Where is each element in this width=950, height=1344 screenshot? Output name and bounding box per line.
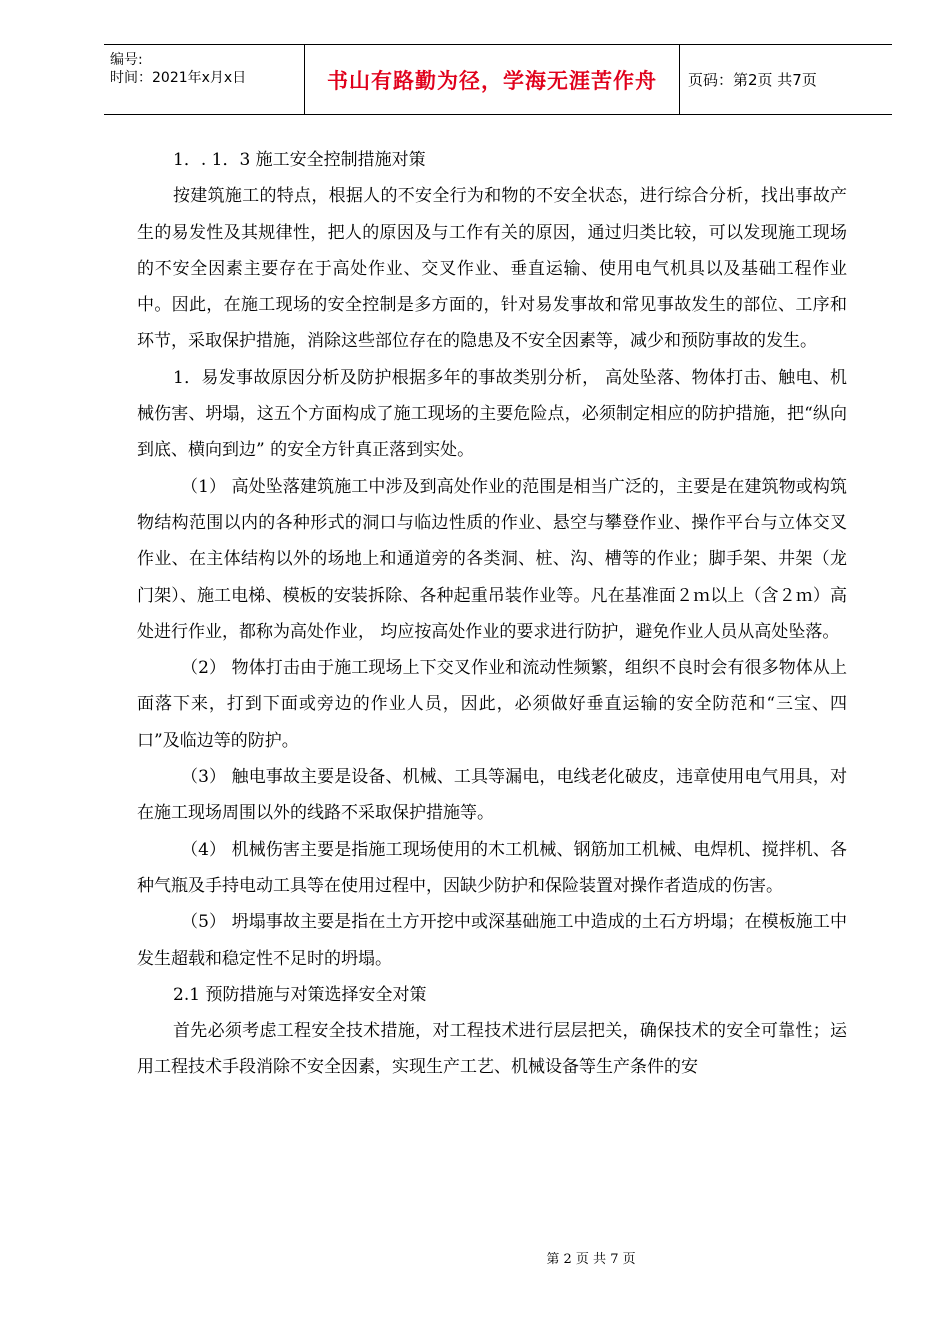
header-motto-cell (304, 45, 680, 114)
header-motto: 书山有路勤为径，学海无涯苦作舟 (327, 68, 657, 93)
list-item-electric-shock: （3） 触电事故主要是设备、机械、工具等漏电，电线老化破皮，违章使用电气用具，对在施工现场周围以外的线路不采取保护措施等。 (137, 767, 847, 824)
header-page-label: 页码：第2页 共7页 (688, 71, 817, 89)
paragraph-intro: 按建筑施工的特点，根据人的不安全行为和物的不安全状态，进行综合分析，找出事故产生的易发性及其规律性，把人的原因及与工作有关的原因，通过归类比较，可以发现施工现场的不安全因素主要存在于高处作业、交叉作业、垂直运输、使用电气机具以及基础工程作业中。因此，在施工现场的安全控制是多方面的，针对易发事故和常见事故发生的部位、工序和环节，采取保护措施，消除这些部位存在的隐患及不安全因素等，减少和预防事故的发生。 (137, 186, 847, 352)
header-meta (104, 45, 304, 114)
header-page-cell (680, 45, 892, 114)
page-header (104, 44, 892, 115)
section-title: 1．. 1．3 施工安全控制措施对策 (173, 150, 426, 170)
page-footer (0, 1248, 950, 1267)
list-item-collapse: （5） 坍塌事故主要是指在土方开挖中或深基础施工中造成的土石方坍塌；在模板施工中发生超载和稳定性不足时的坍塌。 (137, 912, 847, 969)
document-body (137, 142, 847, 1086)
list-item-object-strike: （2） 物体打击由于施工现场上下交叉作业和流动性频繁，组织不良时会有很多物体从上面落下来，打到下面或旁边的作业人员，因此，必须做好垂直运输的安全防范和“三宝、四口”及临边等的防护。 (137, 658, 847, 751)
document-time-label: 时间：2021年x月x日 (110, 70, 247, 86)
subheading: 2.1 预防措施与对策选择安全对策 (173, 984, 427, 1005)
list-item-machine-injury: （4） 机械伤害主要是指施工现场使用的木工机械、钢筋加工机械、电焊机、搅拌机、各种气瓶及手持电动工具等在使用过程中，因缺少防护和保险装置对操作者造成的伤害。 (137, 839, 847, 896)
list-item-fall: （1） 高处坠落建筑施工中涉及到高处作业的范围是相当广泛的，主要是在建筑物或构筑物结构范围以内的各种形式的洞口与临边性质的作业、悬空与攀登作业、操作平台与立体交叉作业、在主体结构以外的场地上和通道旁的各类洞、桩、沟、槽等的作业；脚手架、井架（龙门架）、施工电梯、模板的安装拆除、各种起重吊装作业等。凡在基准面２ｍ以上（含２ｍ）高处进行作业，都称为高处作业， 均应按高处作业的要求进行防护，避免作业人员从高处坠落。 (137, 476, 847, 642)
paragraph-accident-analysis: 1．易发事故原因分析及防护根据多年的事故类别分析， 高处坠落、物体打击、触电、机械伤害、坍塌，这五个方面构成了施工现场的主要危险点，必须制定相应的防护措施，把“纵向到底、横向到边” 的安全方针真正落到实处。 (137, 367, 847, 461)
document-number-label: 编号: (110, 52, 143, 68)
paragraph-measures: 首先必须考虑工程安全技术措施，对工程技术进行层层把关，确保技术的安全可靠性；运用工程技术手段消除不安全因素，实现生产工艺、机械设备等生产条件的安 (137, 1021, 847, 1078)
footer-page-number: 第 2 页 共 7 页 (546, 1252, 636, 1267)
